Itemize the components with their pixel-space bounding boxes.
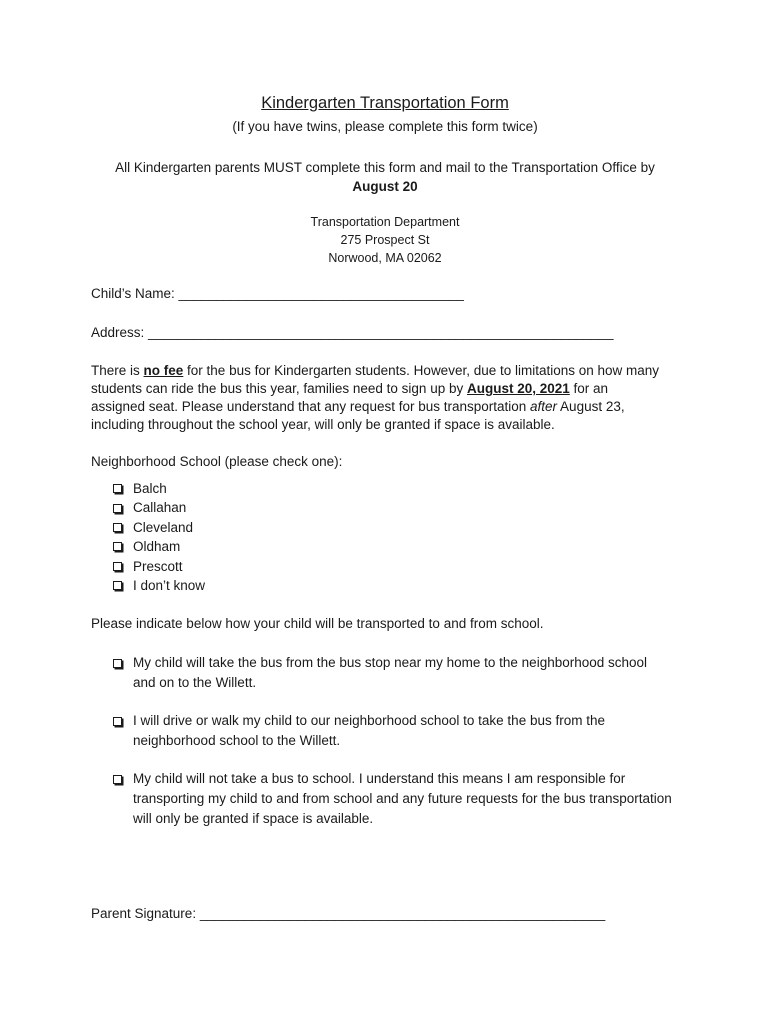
checkbox-icon[interactable] [113,775,122,784]
fee-text-1: There is [91,363,144,378]
school-option[interactable] [113,557,205,576]
checkbox-icon[interactable] [113,504,122,513]
school-label: Neighborhood School (please check one): [91,454,343,469]
school-option-label: Oldham [133,539,181,555]
school-option[interactable] [113,518,205,537]
form-subtitle: (If you have twins, please complete this form twice) [232,119,538,134]
transport-option[interactable] [113,769,673,829]
mailing-address [0,213,770,267]
address-line-2: 275 Prospect St [340,233,430,247]
fee-paragraph [91,362,661,434]
instructions-text: All Kindergarten parents MUST complete this form and mail to the Transportation Office by [115,160,655,175]
school-option-label: Balch [133,481,167,496]
instructions [90,158,680,196]
checkbox-icon[interactable] [113,523,122,532]
fee-text-4: August 23, including throughout the school year, will only be granted if space is available. [91,399,625,432]
signup-date-emphasis: August 20, 2021 [466,381,570,396]
transport-option[interactable] [113,711,673,751]
transport-option-label: My child will not take a bus to school. I understand this means I am responsible for transporting my child to and from school and any future requests for the bus transportation will only be granted if space is available. [133,771,672,826]
school-option[interactable] [113,498,205,517]
no-fee-emphasis: no fee [143,363,184,378]
checkbox-icon[interactable] [113,581,122,590]
checkbox-icon[interactable] [113,542,122,551]
school-option-label: I don’t know [133,577,206,593]
school-option[interactable] [113,576,205,595]
checkbox-icon[interactable] [113,717,122,726]
instructions-deadline: August 20 [352,179,418,194]
form-title: Kindergarten Transportation Form [261,94,509,112]
fee-text-3: for an assigned seat. Please understand that any request for bus transportation [91,381,609,414]
fee-text-2: for the bus for Kindergarten students. However, due to limitations on how many students can ride the bus this year, families need to sign up by [91,363,660,396]
parent-signature-field[interactable]: Parent Signature: ______________________________________________________ [91,906,606,921]
checkbox-icon[interactable] [113,659,122,668]
transport-label: Please indicate below how your child will be transported to and from school. [91,616,544,631]
school-option-label: Prescott [133,558,183,574]
address-line-1: Transportation Department [310,215,460,229]
checkbox-icon[interactable] [113,562,122,571]
school-option-label: Cleveland [133,519,194,535]
after-emphasis: after [530,399,558,414]
address-field[interactable]: Address: ______________________________________________________________ [91,325,614,340]
address-line-3: Norwood, MA 02062 [328,251,442,265]
transport-option[interactable] [113,653,673,693]
school-option-label: Callahan [133,500,187,516]
school-option[interactable] [113,479,205,498]
school-option[interactable] [113,537,205,556]
transport-option-label: I will drive or walk my child to our neighborhood school to take the bus from the neighborhood school to the Willett. [133,713,605,748]
school-checklist [113,479,205,595]
checkbox-icon[interactable] [113,484,122,493]
child-name-field[interactable]: Child’s Name: ______________________________________ [91,286,464,301]
transport-option-label: My child will take the bus from the bus stop near my home to the neighborhood school and on to the Willett. [133,655,648,690]
